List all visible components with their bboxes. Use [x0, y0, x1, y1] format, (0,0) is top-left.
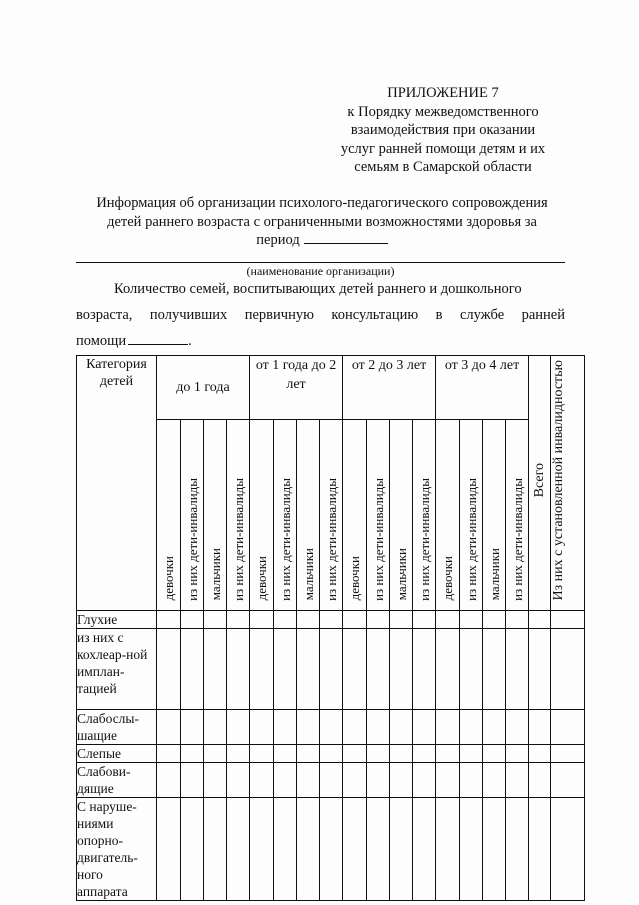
- subcolumn-header: [506, 419, 529, 610]
- total-header-text: Всего: [532, 463, 548, 498]
- data-cell: [551, 744, 585, 762]
- appendix-line: к Порядку межведомственного: [347, 103, 539, 120]
- data-cell: [483, 762, 506, 797]
- data-cell: [529, 744, 551, 762]
- subcolumn-text: из них дети-инвалиды: [509, 477, 525, 601]
- data-cell: [483, 744, 506, 762]
- paragraph-line-3-text: помощи: [76, 333, 127, 349]
- data-cell: [181, 709, 204, 744]
- data-cell: [506, 610, 529, 628]
- period-label: период: [256, 232, 300, 248]
- data-cell: [436, 762, 460, 797]
- title-line: детей раннего возраста с ограниченными возможностями здоровья за: [107, 213, 537, 230]
- subcolumn-text: из них дети-инвалиды: [370, 477, 386, 601]
- subcolumn-text: девочки: [254, 556, 270, 601]
- data-cell: [367, 709, 390, 744]
- row-category: Слепые: [77, 744, 157, 762]
- data-cell: [181, 610, 204, 628]
- data-cell: [436, 628, 460, 709]
- data-cell: [390, 610, 413, 628]
- data-cell: [460, 797, 483, 900]
- data-cell: [483, 709, 506, 744]
- data-cell: [297, 610, 320, 628]
- paragraph-line-2: возраста, получивших первичную консультацию в службе ранней: [76, 307, 565, 323]
- data-cell: [274, 797, 297, 900]
- data-cell: [413, 744, 436, 762]
- data-cell: [157, 797, 181, 900]
- group-header: от 2 до 3 лет: [343, 356, 436, 420]
- appendix-line: взаимодействия при оказании: [350, 122, 536, 138]
- data-cell: [390, 797, 413, 900]
- subcolumn-header: [413, 419, 436, 610]
- row-category: Глухие: [77, 610, 157, 628]
- data-cell: [343, 628, 367, 709]
- data-cell: [250, 628, 274, 709]
- subcolumn-text: мальчики: [300, 548, 316, 601]
- data-cell: [274, 610, 297, 628]
- subcolumn-header: [204, 419, 227, 610]
- data-cell: [343, 762, 367, 797]
- data-cell: [436, 610, 460, 628]
- data-cell: [204, 610, 227, 628]
- data-cell: [204, 628, 227, 709]
- appendix-line: услуг ранней помощи детям и их: [340, 140, 546, 157]
- subcolumn-text: девочки: [440, 556, 456, 601]
- data-cell: [297, 628, 320, 709]
- category-header: Категория детей: [77, 356, 157, 611]
- subcolumn-text: девочки: [347, 556, 363, 601]
- subcolumn-text: из них дети-инвалиды: [323, 477, 339, 601]
- data-cell: [529, 628, 551, 709]
- data-cell: [506, 744, 529, 762]
- subcolumn-text: мальчики: [393, 548, 409, 601]
- data-cell: [413, 709, 436, 744]
- data-cell: [436, 744, 460, 762]
- data-cell: [250, 610, 274, 628]
- organization-name-line: [76, 262, 565, 263]
- data-cell: [227, 762, 250, 797]
- group-header: от 1 года до 2 лет: [250, 356, 343, 420]
- data-cell: [274, 762, 297, 797]
- data-cell: [157, 762, 181, 797]
- data-cell: [483, 610, 506, 628]
- data-cell: [297, 709, 320, 744]
- data-cell: [529, 709, 551, 744]
- subcolumn-header: [390, 419, 413, 610]
- row-category: Слабови-дящие: [77, 762, 157, 797]
- data-cell: [413, 610, 436, 628]
- data-cell: [343, 610, 367, 628]
- data-cell: [529, 797, 551, 900]
- data-cell: [250, 744, 274, 762]
- data-cell: [390, 628, 413, 709]
- data-cell: [483, 797, 506, 900]
- subcolumn-text: из них дети-инвалиды: [230, 477, 246, 601]
- period-blank: [304, 231, 388, 244]
- data-cell: [274, 709, 297, 744]
- data-cell: [204, 797, 227, 900]
- data-cell: [227, 744, 250, 762]
- disabled-header: [551, 356, 585, 611]
- data-cell: [343, 709, 367, 744]
- table-row: [77, 610, 585, 628]
- subcolumn-header: [460, 419, 483, 610]
- data-cell: [320, 628, 343, 709]
- data-cell: [320, 797, 343, 900]
- paragraph-line-3: [76, 332, 565, 350]
- data-cell: [250, 709, 274, 744]
- paragraph-end: .: [188, 333, 192, 349]
- data-cell: [506, 797, 529, 900]
- data-cell: [204, 709, 227, 744]
- data-cell: [367, 762, 390, 797]
- subcolumn-header: [157, 419, 181, 610]
- subcolumn-text: из них дети-инвалиды: [463, 477, 479, 601]
- data-cell: [367, 797, 390, 900]
- data-cell: [274, 628, 297, 709]
- data-cell: [551, 762, 585, 797]
- appendix-line: семьям в Самарской области: [354, 159, 532, 175]
- table-row: [77, 762, 585, 797]
- data-cell: [181, 744, 204, 762]
- subcolumn-text: мальчики: [486, 548, 502, 601]
- row-category: из них с кохлеар-ной имплан-тацией: [77, 628, 157, 709]
- data-cell: [157, 628, 181, 709]
- data-cell: [320, 744, 343, 762]
- subcolumn-text: мальчики: [207, 548, 223, 601]
- data-cell: [320, 762, 343, 797]
- data-cell: [436, 709, 460, 744]
- document-title: [72, 194, 572, 250]
- row-category: С наруше-ниями опорно-двигатель-ного аппарата: [77, 797, 157, 900]
- data-cell: [506, 628, 529, 709]
- header-row-groups: [77, 356, 585, 420]
- data-cell: [367, 610, 390, 628]
- data-cell: [157, 709, 181, 744]
- data-cell: [460, 762, 483, 797]
- subcolumn-text: из них дети-инвалиды: [416, 477, 432, 601]
- data-cell: [320, 709, 343, 744]
- data-cell: [506, 709, 529, 744]
- data-cell: [274, 744, 297, 762]
- data-cell: [343, 744, 367, 762]
- data-cell: [483, 628, 506, 709]
- data-cell: [390, 709, 413, 744]
- data-cell: [529, 762, 551, 797]
- data-cell: [460, 744, 483, 762]
- data-cell: [367, 628, 390, 709]
- data-cell: [529, 610, 551, 628]
- data-cell: [390, 744, 413, 762]
- data-table: [76, 355, 585, 901]
- data-cell: [320, 610, 343, 628]
- data-cell: [297, 797, 320, 900]
- appendix-title: ПРИЛОЖЕНИЕ 7: [387, 85, 499, 101]
- data-cell: [250, 797, 274, 900]
- table-row: [77, 797, 585, 900]
- data-cell: [204, 744, 227, 762]
- data-cell: [460, 610, 483, 628]
- table-row: [77, 709, 585, 744]
- subcolumn-header: [483, 419, 506, 610]
- table-row: [77, 628, 585, 709]
- data-cell: [551, 797, 585, 900]
- data-cell: [181, 797, 204, 900]
- data-cell: [390, 762, 413, 797]
- subcolumn-header: [343, 419, 367, 610]
- total-header: [529, 356, 551, 611]
- subcolumn-header: [320, 419, 343, 610]
- data-cell: [227, 628, 250, 709]
- appendix-header: [318, 84, 568, 177]
- row-category: Слабослы-шащие: [77, 709, 157, 744]
- title-period-line: [72, 231, 572, 250]
- data-cell: [413, 628, 436, 709]
- data-cell: [181, 762, 204, 797]
- data-cell: [551, 709, 585, 744]
- group-header: от 3 до 4 лет: [436, 356, 529, 420]
- subcolumn-header: [227, 419, 250, 610]
- table-row: [77, 744, 585, 762]
- subcolumn-header: [181, 419, 204, 610]
- subcolumn-text: из них дети-инвалиды: [277, 477, 293, 601]
- subcolumn-header: [250, 419, 274, 610]
- paragraph-line-1: Количество семей, воспитывающих детей раннего и дошкольного: [114, 281, 522, 297]
- data-cell: [551, 628, 585, 709]
- data-cell: [413, 762, 436, 797]
- subcolumn-header: [367, 419, 390, 610]
- data-cell: [413, 797, 436, 900]
- data-cell: [157, 744, 181, 762]
- data-cell: [343, 797, 367, 900]
- data-cell: [551, 610, 585, 628]
- title-line: Информация об организации психолого-педагогического сопровождения: [96, 195, 548, 211]
- subcolumn-text: девочки: [161, 556, 176, 601]
- data-cell: [297, 744, 320, 762]
- subcolumn-header: [297, 419, 320, 610]
- data-cell: [181, 628, 204, 709]
- data-cell: [157, 610, 181, 628]
- data-cell: [460, 709, 483, 744]
- data-cell: [227, 709, 250, 744]
- organization-caption: (наименование организации): [246, 264, 395, 278]
- data-cell: [204, 762, 227, 797]
- group-header: до 1 года: [157, 356, 250, 420]
- data-cell: [367, 744, 390, 762]
- disabled-header-text: Из них с установленной инвалидностью: [551, 360, 567, 601]
- data-cell: [460, 628, 483, 709]
- data-cell: [506, 762, 529, 797]
- consultation-count-blank: [128, 332, 188, 345]
- subcolumn-text: из них дети-инвалиды: [184, 477, 200, 601]
- data-cell: [436, 797, 460, 900]
- data-cell: [227, 610, 250, 628]
- data-cell: [250, 762, 274, 797]
- data-cell: [297, 762, 320, 797]
- subcolumn-header: [274, 419, 297, 610]
- data-cell: [227, 797, 250, 900]
- subcolumn-header: [436, 419, 460, 610]
